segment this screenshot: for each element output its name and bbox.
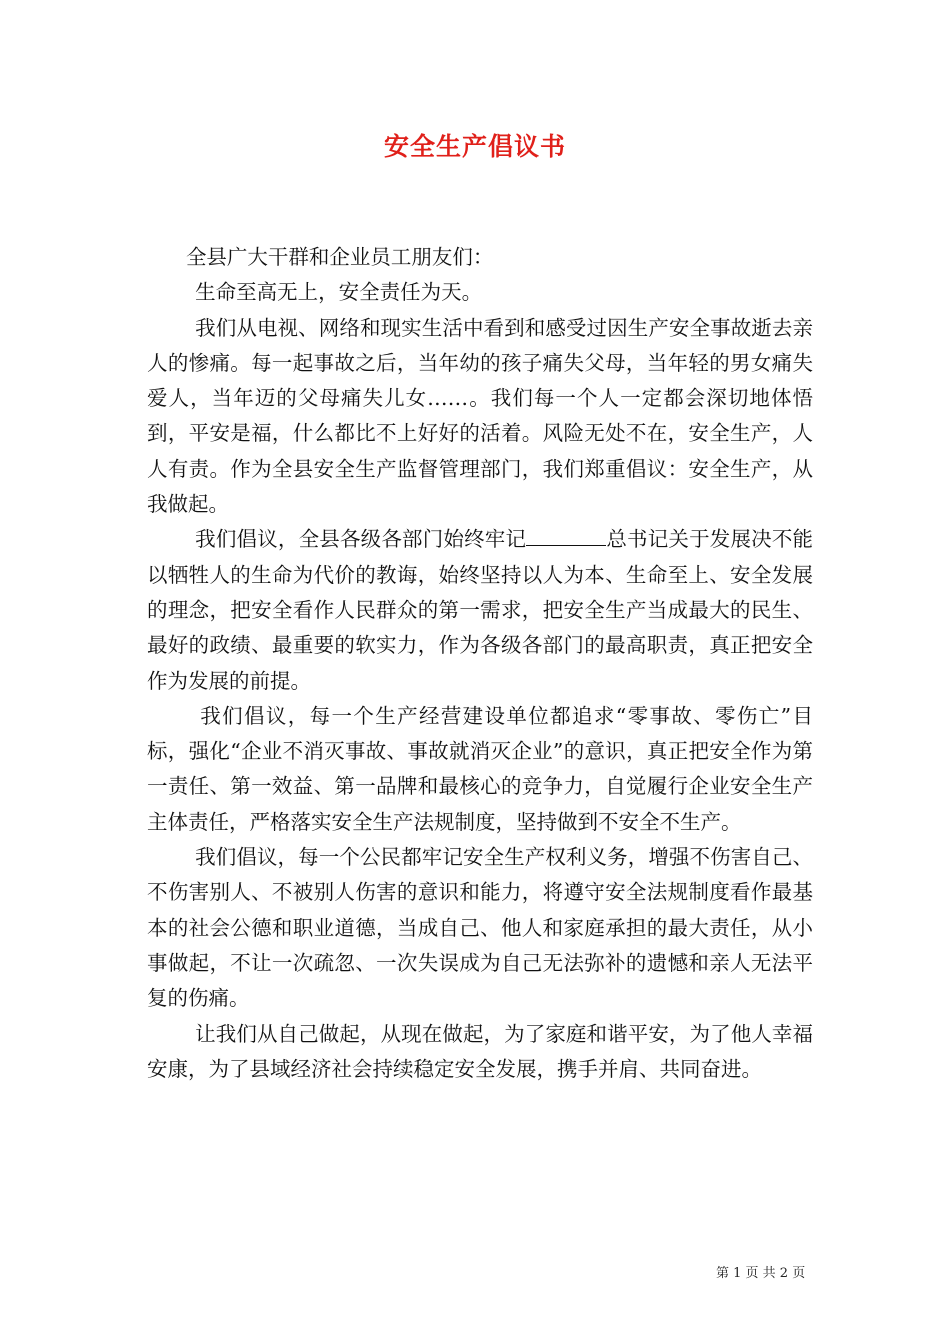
document-body xyxy=(147,240,813,1087)
page-indicator: 第 1 页 共 2 页 xyxy=(716,1266,806,1281)
paragraph-1: 我们从电视、网络和现实生活中看到和感受过因生产安全事故逝去亲人的惨痛。每一起事故之后，当年幼的孩子痛失父母，当年轻的男女痛失爱人，当年迈的父母痛失儿女……。我们每一个人一定都会深切地体悟到，平安是福，什么都比不上好好的活着。风险无处不在，安全生产，人人有责。作为全县安全生产监督管理部门，我们郑重倡议：安全生产，从我做起。 xyxy=(147,315,813,517)
blank-underline xyxy=(526,524,606,547)
paragraph-2-rest: 总书记关于发展决不能以牺牲人的生命为代价的教诲，始终坚持以人为本、生命至上、安全发展的理念，把安全看作人民群众的第一需求，把安全生产当成最大的民生、最好的政绩、最重要的软实力，作为各级各部门的最高职责，真正把安全作为发展的前提。 xyxy=(147,527,814,693)
paragraph-2-lead: 我们倡议，全县各级各部门始终牢记 xyxy=(195,527,527,552)
paragraph-4: 我们倡议，每一个公民都牢记安全生产权利义务，增强不伤害自己、不伤害别人、不被别人伤害的意识和能力，将遵守安全法规制度看作最基本的社会公德和职业道德，当成自己、他人和家庭承担的最大责任，从小事做起，不让一次疏忽、一次失误成为自己无法弥补的遗憾和亲人无法平复的伤痛。 xyxy=(147,845,813,1011)
paragraph-5: 让我们从自己做起，从现在做起，为了家庭和谐平安，为了他人幸福安康，为了县域经济社会持续稳定安全发展，携手并肩、共同奋进。 xyxy=(147,1021,813,1081)
paragraph-3: 我们倡议，每一个生产经营建设单位都追求“零事故、零伤亡”目标，强化“企业不消灭事故、事故就消灭企业”的意识，真正把安全作为第一责任、第一效益、第一品牌和最核心的竞争力，自觉履行企业安全生产主体责任，严格落实安全生产法规制度，坚持做到不安全不生产。 xyxy=(147,703,813,834)
document-title: 安全生产倡议书 xyxy=(383,132,566,161)
paragraph-2 xyxy=(147,522,813,698)
slogan: 生命至高无上，安全责任为天。 xyxy=(195,280,483,305)
greeting: 全县广大干群和企业员工朋友们： xyxy=(185,245,494,269)
